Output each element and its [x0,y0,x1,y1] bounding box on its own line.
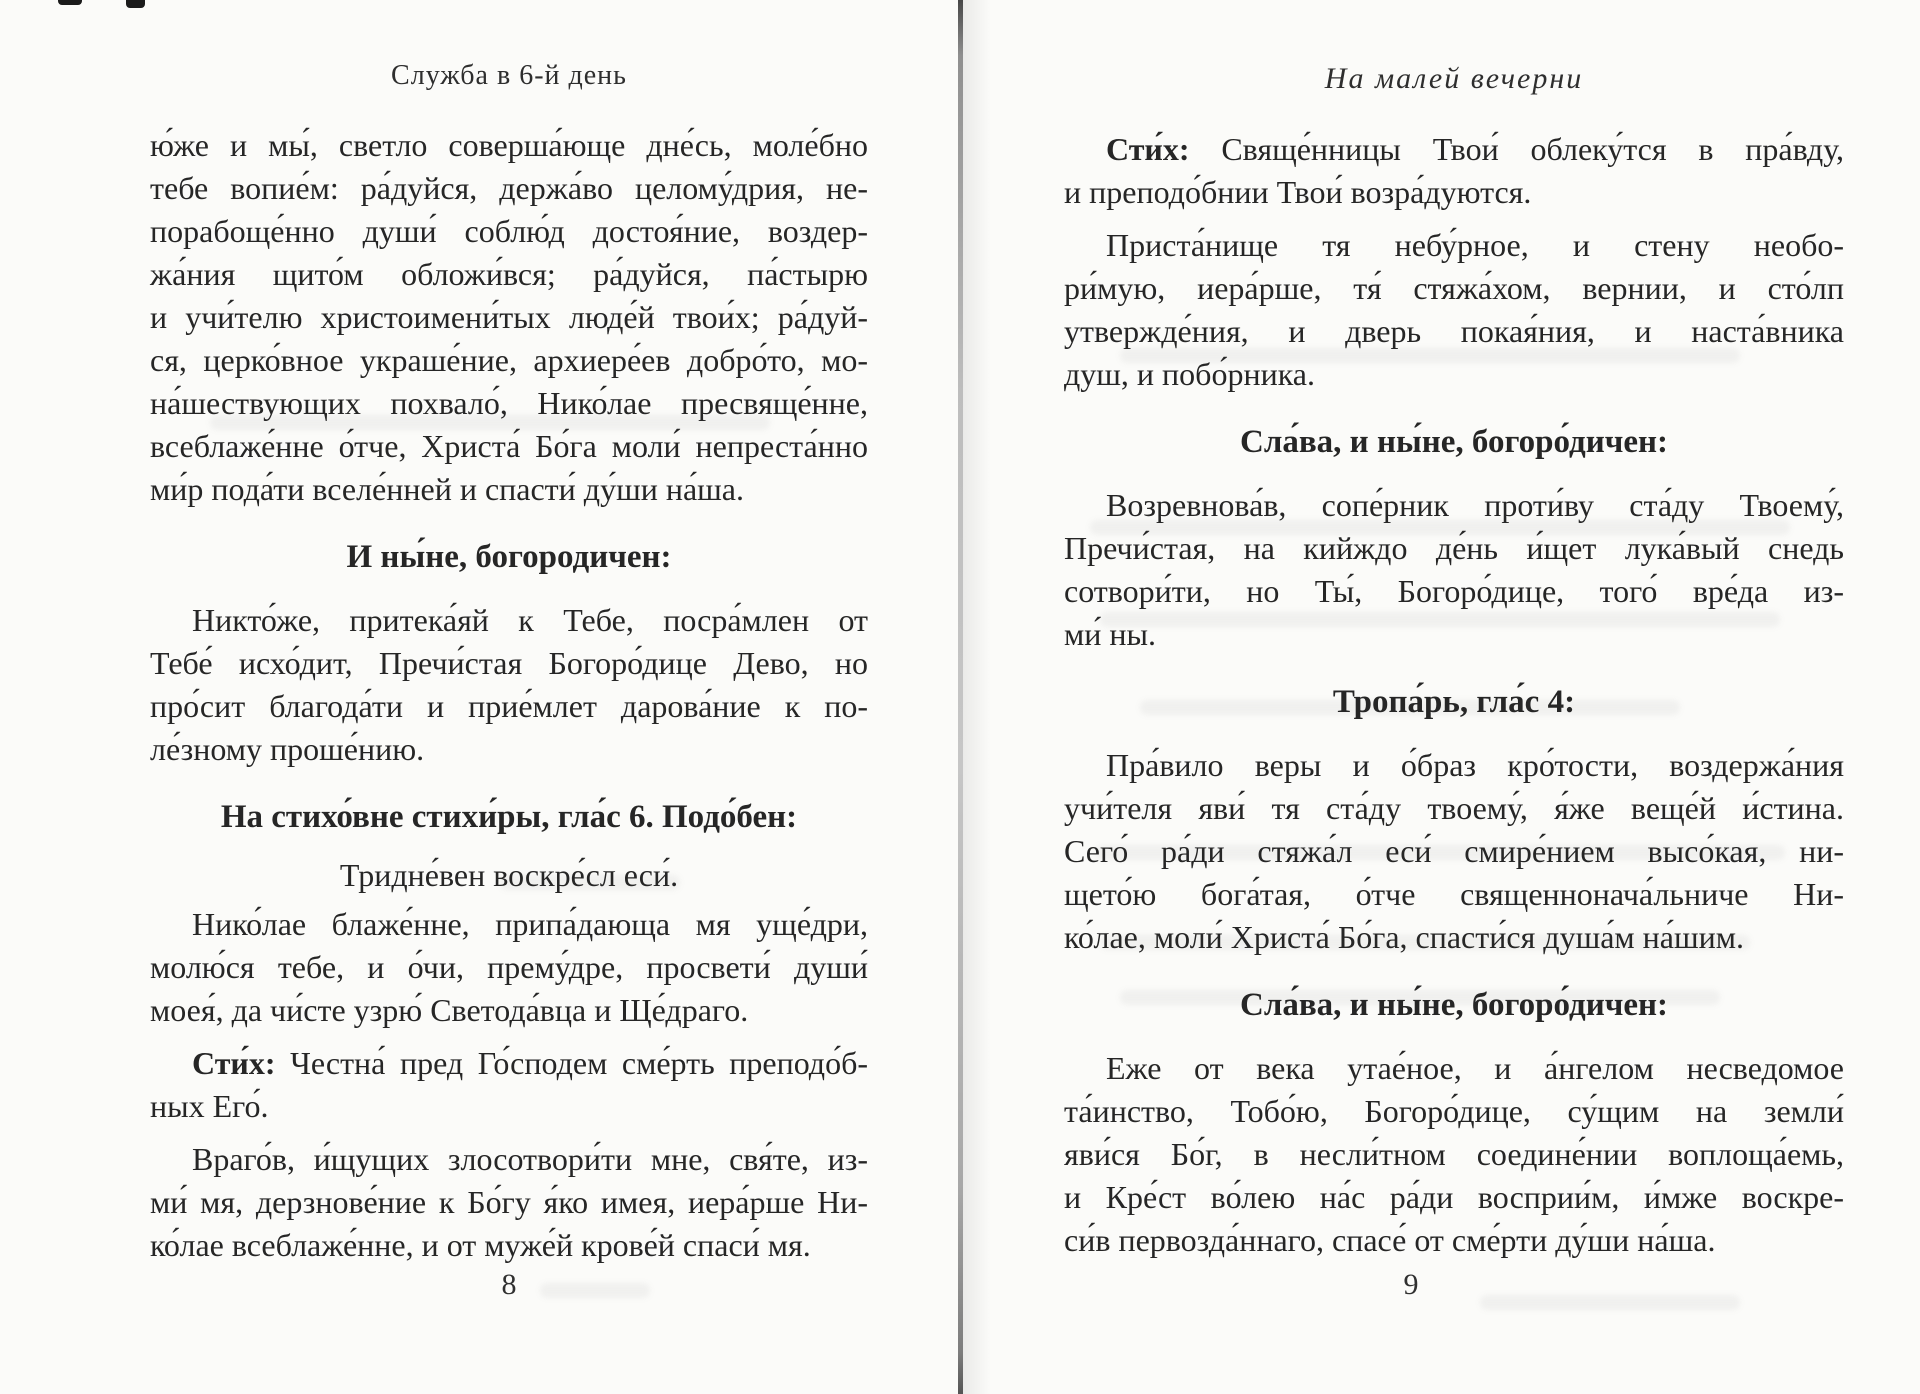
text-line: си́в первозда́ннаго, спасе́ от сме́рти ду́ши на́ша. [1064,1222,1716,1258]
text-line: Пречи́стая, на кийждо де́нь и́щет лука́вый снедь [1064,530,1844,566]
scan-artifact [58,0,82,5]
text-line: молю́ся тебе, и о́чи, прему́дре, просвети́ души́ [150,949,868,985]
text-line: сотвори́ти, но Ты́, Богоро́дице, того́ вре́да из- [1064,573,1844,609]
text-line: Еже от века утае́ное, и а́нгелом несведомое [1106,1050,1844,1086]
text-line: и преподо́бнии Твои́ возра́дуются. [1064,174,1532,210]
right-text-blocks [1064,128,1844,1262]
text-line: ле́зному проше́нию. [150,731,425,767]
text-line: ко́лае, моли́ Христа́ Бо́га, спасти́ся душа́м на́шим. [1064,919,1744,955]
verse-label: Сти́х: [192,1045,276,1081]
text-line: та́инство, Тобо́ю, Богоро́дице, су́щим на земли́ [1064,1093,1844,1129]
left-page-number: 8 [501,1268,517,1301]
paragraph [150,1138,868,1267]
text-line: всеблаже́нне о́тче, Христа́ Бо́га моли́ непреста́нно [150,428,868,464]
heading: И ны́не, богородичен: [346,539,672,575]
text-line: яви́ся Бо́г, в несли́тном соедине́нии воплоща́емь, [1064,1136,1844,1172]
text-line: учи́теля яви́ тя ста́ду твоему́, я́же веще́й и́стина. [1064,790,1844,826]
left-text-blocks [150,124,868,1267]
text-line: ных Его́. [150,1088,269,1124]
text-line: Нико́лае блаже́нне, припа́дающа мя уще́дри, [192,906,868,942]
subheading: Тридне́вен воскре́сл еси́. [339,857,679,893]
text-line: Возревнова́в, сопе́рник проти́ву ста́ду Твоему́, [1106,487,1844,523]
paragraph [1064,128,1844,214]
text-line: Сти́х: Честна́ пред Го́сподем сме́рть преподо́б- [192,1045,868,1081]
heading: Сла́ва, и ны́не, богоро́дичен: [1240,424,1668,460]
text-line: Сего́ ра́ди стяжа́л еси́ смире́нием высо́кая, ни- [1064,833,1844,869]
text-line: Никто́же, притека́яй к Тебе, посра́млен от [192,602,868,638]
text-line: и учи́телю христоимени́тых люде́й твои́х; ра́дуй- [150,299,868,335]
text-line: на́шествующих похвало́, Нико́лае пресвяще́нне, [150,385,868,421]
paragraph [150,599,868,771]
paragraph [1064,744,1844,959]
paragraph [1064,484,1844,656]
left-running-header: Служба в 6-й день [391,60,627,91]
text-line: Тебе́ исхо́дит, Пречи́стая Богоро́дице Дево, но [150,645,868,681]
text-line: жа́ния щито́м обложи́вся; ра́дуйся, па́стырю [150,256,868,292]
heading: Тропа́рь, гла́с 4: [1332,684,1576,720]
text-line: ми́ мя, дерзнове́ние к Бо́гу я́ко имея, иера́рше Ни- [150,1184,868,1220]
text-line: и Кре́ст во́лею на́с ра́ди восприи́м, и́мже воскре- [1064,1179,1844,1215]
right-page-number: 9 [1403,1268,1419,1301]
text-line: ри́мую, иера́рше, тя́ стяжа́хом, вернии, и сто́лп [1064,270,1844,306]
paragraph [1064,224,1844,396]
book-spine-shadow [958,0,963,1394]
text-line: моея́, да чи́сте узрю́ Светода́вца и Ще́драго. [150,992,749,1028]
scan-artifact [126,0,145,8]
text-line: Сти́х: Свяще́нницы Твои́ облеку́тся в пра́вду, [1106,131,1844,167]
text-line: тебе вопие́м: ра́дуйся, держа́во целому́дрия, не- [150,170,868,206]
heading: Сла́ва, и ны́не, богоро́дичен: [1240,987,1668,1023]
paragraph [150,903,868,1032]
text-line: ю́же и мы́, светло соверша́юще дне́сь, моле́бно [150,127,868,163]
text-line: Приста́нище тя небу́рное, и стену необо- [1106,227,1844,263]
paragraph [1064,1047,1844,1262]
verse-label: Сти́х: [1106,131,1190,167]
text-line: ми́ ны. [1064,616,1156,652]
text-line: ми́р пода́ти вселе́нней и спасти́ ду́ши на́ша. [150,471,744,507]
text-line: ко́лае всеблаже́нне, и от муже́й крове́й спаси́ мя. [150,1227,811,1263]
text-line: ся, церко́вное украше́ние, архиере́ев добро́то, мо- [150,342,868,378]
text-line: душ, и побо́рника. [1064,356,1315,392]
text-line: Пра́вило веры и о́браз кро́тости, воздержа́ния [1106,747,1844,783]
right-page [1064,0,1844,1394]
left-page [150,0,868,1394]
text-line: порабоще́нно души́ соблю́д достоя́ние, воздер- [150,213,868,249]
text-line: про́сит благода́ти и прие́млет дарова́ние к по- [150,688,868,724]
text-line: Враго́в, и́щущих злосотвори́ти мне, свя́те, из- [192,1141,868,1177]
right-running-header: На малей вечерни [1324,62,1584,95]
paragraph [150,124,868,511]
paragraph [150,1042,868,1128]
text-line: щето́ю бога́тая, о́тче священнонача́льниче Ни- [1064,876,1844,912]
heading: На стихо́вне стихи́ры, гла́с 6. Подо́бен: [220,799,798,835]
text-line: утвержде́ния, и дверь покая́ния, и наста́вника [1064,313,1844,349]
